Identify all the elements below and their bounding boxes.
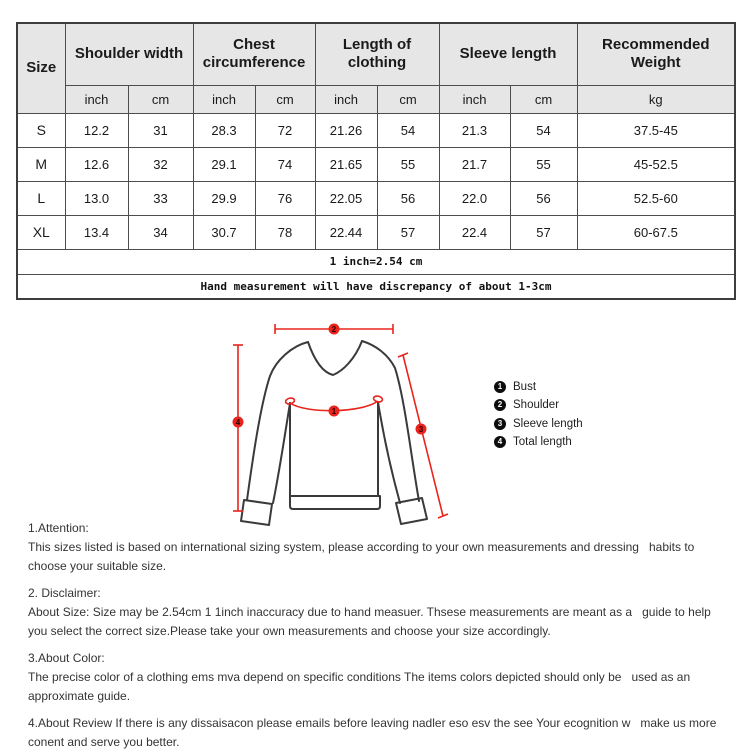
- section-about-color: [28, 649, 730, 706]
- section-heading: 3.About Color:: [28, 651, 105, 665]
- table-cell: 78: [255, 215, 315, 249]
- numbered-circle-icon: 4: [494, 436, 506, 448]
- table-cell: 56: [377, 181, 439, 215]
- table-cell: 37.5-45: [577, 113, 735, 147]
- unit-cell-inch: inch: [65, 85, 128, 113]
- table-cell: 21.26: [315, 113, 377, 147]
- section-attention: [28, 519, 730, 576]
- header-cell-shoulder-width: Shoulder width: [65, 23, 193, 85]
- table-header-row: [17, 23, 735, 85]
- table-cell: 13.0: [65, 181, 128, 215]
- table-cell: 45-52.5: [577, 147, 735, 181]
- legend-label: Bust: [513, 380, 537, 393]
- section-body: About Size: Size may be 2.54cm 1 1inch inaccuracy due to hand measuer. Thsese measurements are meant as a guide to help you select the correct size.Please take your own measurements and choose your size accordingly.: [28, 605, 715, 638]
- marker-number-bust: 1: [331, 406, 337, 416]
- section-heading: 1.Attention:: [28, 521, 89, 535]
- size-label: L: [17, 181, 65, 215]
- table-cell: 22.05: [315, 181, 377, 215]
- table-cell: 12.6: [65, 147, 128, 181]
- size-label: XL: [17, 215, 65, 249]
- numbered-circle-icon: 3: [494, 418, 506, 430]
- table-cell: 12.2: [65, 113, 128, 147]
- legend-item-bust: [494, 381, 583, 392]
- numbered-circle-icon: 1: [494, 381, 506, 393]
- table-note-row: [17, 274, 735, 299]
- unit-cell-cm: cm: [128, 85, 193, 113]
- legend-label: Sleeve length: [513, 417, 583, 430]
- unit-cell-inch: inch: [439, 85, 510, 113]
- inch-conversion-note: 1 inch=2.54 cm: [17, 249, 735, 274]
- table-cell: 55: [510, 147, 577, 181]
- header-cell-recommended-weight: Recommended Weight: [577, 23, 735, 85]
- section-body: 4.About Review If there is any dissaisacon please emails before leaving nadler eso esv the see Your ecognition w make us more conent and serve you better.: [28, 716, 720, 749]
- table-note-row: [17, 249, 735, 274]
- legend-item-total-length: [494, 437, 583, 448]
- table-cell: 60-67.5: [577, 215, 735, 249]
- size-label: S: [17, 113, 65, 147]
- table-cell: 52.5-60: [577, 181, 735, 215]
- table-row-m: [17, 147, 735, 181]
- diagram-legend: [494, 381, 583, 455]
- legend-item-sleeve-length: [494, 418, 583, 429]
- unit-cell-kg: kg: [577, 85, 735, 113]
- unit-cell-cm: cm: [510, 85, 577, 113]
- legend-label: Shoulder: [513, 399, 560, 411]
- table-cell: 32: [128, 147, 193, 181]
- header-cell-size: Size: [17, 23, 65, 113]
- table-cell: 76: [255, 181, 315, 215]
- size-label: M: [17, 147, 65, 181]
- header-cell-chest-circumference: Chest circumference: [193, 23, 315, 85]
- table-cell: 54: [510, 113, 577, 147]
- table-cell: 57: [510, 215, 577, 249]
- sweater-outline: [241, 341, 427, 525]
- table-row-s: [17, 113, 735, 147]
- legend-item-shoulder: [494, 400, 583, 411]
- table-cell: 29.9: [193, 181, 255, 215]
- table-cell: 28.3: [193, 113, 255, 147]
- table-cell: 21.3: [439, 113, 510, 147]
- marker-number-sleeve: 3: [418, 424, 424, 434]
- unit-cell-inch: inch: [315, 85, 377, 113]
- section-body: This sizes listed is based on international sizing system, please according to your own measurements and dressing habits to choose your suitable size.: [28, 540, 698, 573]
- sweater-measurement-diagram: [222, 314, 494, 526]
- numbered-circle-icon: 2: [494, 399, 506, 411]
- table-cell: 72: [255, 113, 315, 147]
- header-cell-length-of-clothing: Length of clothing: [315, 23, 439, 85]
- table-cell: 54: [377, 113, 439, 147]
- section-body: The precise color of a clothing ems mva depend on specific conditions The items colors depicted should only be used as an approximate guide.: [28, 670, 694, 703]
- table-unit-row: [17, 85, 735, 113]
- measurement-lines: [233, 324, 448, 518]
- table-cell: 21.65: [315, 147, 377, 181]
- unit-cell-cm: cm: [377, 85, 439, 113]
- measurement-discrepancy-note: Hand measurement will have discrepancy of about 1-3cm: [17, 274, 735, 299]
- table-cell: 21.7: [439, 147, 510, 181]
- section-heading: 2. Disclaimer:: [28, 586, 101, 600]
- table-cell: 30.7: [193, 215, 255, 249]
- table-cell: 55: [377, 147, 439, 181]
- table-cell: 34: [128, 215, 193, 249]
- table-cell: 31: [128, 113, 193, 147]
- size-table: [16, 22, 736, 300]
- table-cell: 29.1: [193, 147, 255, 181]
- table-cell: 22.0: [439, 181, 510, 215]
- table-cell: 22.4: [439, 215, 510, 249]
- table-cell: 74: [255, 147, 315, 181]
- table-row-l: [17, 181, 735, 215]
- table-cell: 13.4: [65, 215, 128, 249]
- header-cell-sleeve-length: Sleeve length: [439, 23, 577, 85]
- info-sections: [28, 519, 730, 750]
- table-cell: 33: [128, 181, 193, 215]
- table-row-xl: [17, 215, 735, 249]
- table-cell: 22.44: [315, 215, 377, 249]
- marker-number-total: 4: [235, 417, 241, 427]
- legend-label: Total length: [513, 436, 572, 448]
- unit-cell-inch: inch: [193, 85, 255, 113]
- marker-number-shoulder: 2: [331, 324, 337, 334]
- section-disclaimer: [28, 584, 730, 641]
- table-cell: 57: [377, 215, 439, 249]
- section-about-review: [28, 714, 730, 750]
- table-cell: 56: [510, 181, 577, 215]
- unit-cell-cm: cm: [255, 85, 315, 113]
